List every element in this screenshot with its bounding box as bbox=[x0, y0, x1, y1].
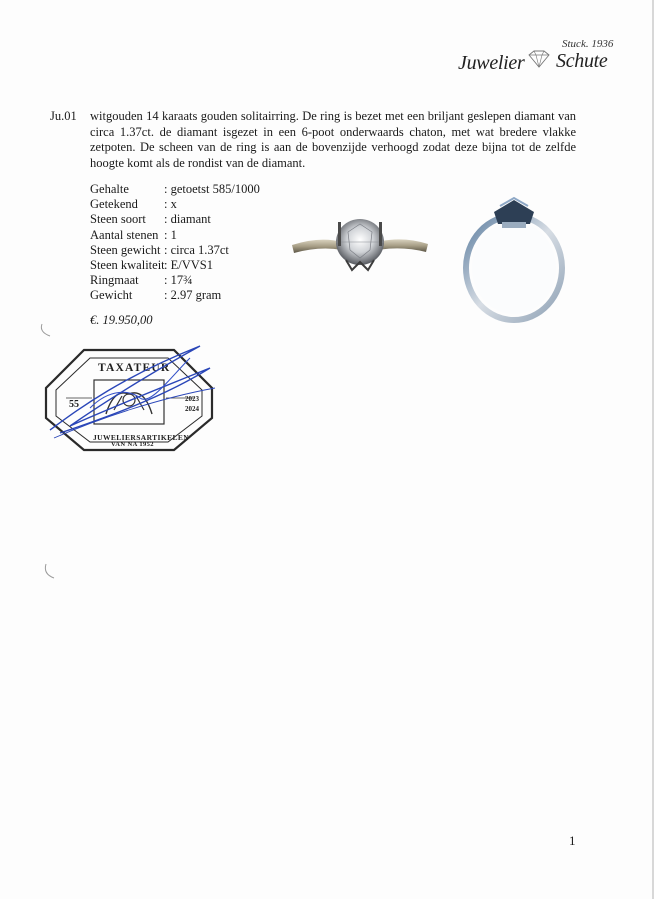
spec-value: : E/VVS1 bbox=[164, 257, 213, 272]
spec-value: : x bbox=[164, 197, 177, 212]
established-text: Stuck. 1936 bbox=[562, 38, 614, 50]
ring-side-photo bbox=[290, 212, 430, 282]
spec-label: Aantal stenen bbox=[90, 227, 159, 242]
brand-right-text: Schute bbox=[556, 50, 608, 72]
ring-front-photo bbox=[458, 196, 570, 324]
spec-value: : circa 1.37ct bbox=[164, 242, 229, 257]
spec-label: Gewicht bbox=[90, 288, 133, 303]
stamp-subtitle: JUWELIERSARTIKELEN bbox=[93, 433, 190, 442]
spec-value: : 1 bbox=[164, 227, 177, 242]
spec-label: Gehalte bbox=[90, 182, 129, 196]
spec-label: Getekend bbox=[90, 197, 138, 212]
stamp-number: 55 bbox=[69, 399, 79, 410]
stamp-subtitle-year: VAN NA 1952 bbox=[111, 441, 154, 448]
punch-mark bbox=[38, 322, 52, 338]
page-number: 1 bbox=[569, 833, 576, 848]
signature bbox=[40, 338, 220, 448]
letterhead-logo bbox=[452, 38, 622, 78]
brand-left-text: Juwelier bbox=[458, 52, 525, 74]
stamp-year-start: 2023 bbox=[185, 395, 199, 403]
item-description: witgouden 14 karaats gouden solitairring. De ring is bezet met een briljant geslepen diamant van circa 1.37ct. de diamant isgezet in een 6-poot onderwaards chaton, met wat bredere vlakke zetpoten. De scheen van de ring is aan de bovenzijde verhoogd zodat deze bijna tot de zelfde hoogte komt als de rondist van de diamant. bbox=[90, 109, 576, 170]
punch-mark bbox=[42, 562, 56, 580]
spec-value: : getoetst 585/1000 bbox=[164, 182, 260, 196]
spec-value: : diamant bbox=[164, 212, 211, 227]
spec-label: Steen gewicht bbox=[90, 242, 161, 257]
price: €. 19.950,00 bbox=[90, 313, 153, 327]
spec-label: Ringmaat bbox=[90, 273, 139, 288]
spec-label: Steen kwaliteit bbox=[90, 257, 165, 272]
stamp-title: TAXATEUR bbox=[98, 362, 171, 374]
stamp-year-end: 2024 bbox=[185, 405, 199, 413]
diamond-icon bbox=[526, 50, 552, 68]
spec-value: : 17¾ bbox=[164, 273, 193, 288]
spec-label: Steen soort bbox=[90, 212, 146, 227]
spec-value: : 2.97 gram bbox=[164, 288, 222, 303]
item-code: Ju.01 bbox=[50, 109, 77, 123]
